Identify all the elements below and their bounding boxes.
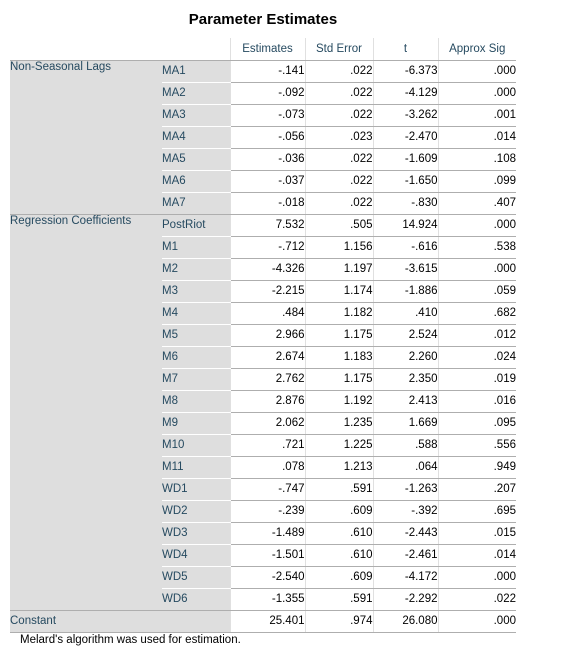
std-error-cell: .022 (305, 60, 373, 82)
std-error-cell: .609 (305, 500, 373, 522)
std-error-cell: 1.175 (305, 324, 373, 346)
t-cell: -1.609 (373, 148, 438, 170)
approx-sig-cell: .012 (438, 324, 516, 346)
header-row (10, 38, 516, 60)
estimate-cell: -1.501 (230, 544, 305, 566)
parameter-estimates-table (10, 38, 516, 633)
estimate-cell: -2.215 (230, 280, 305, 302)
t-cell: -.616 (373, 236, 438, 258)
approx-sig-cell: .014 (438, 126, 516, 148)
group-label-non-seasonal-lags: Non-Seasonal Lags (10, 60, 162, 214)
t-cell: -.392 (373, 500, 438, 522)
t-cell: -4.172 (373, 566, 438, 588)
std-error-cell: 1.156 (305, 236, 373, 258)
row-label-m2: M2 (162, 258, 230, 280)
t-cell: -3.615 (373, 258, 438, 280)
t-cell: -2.461 (373, 544, 438, 566)
row-label-m5: M5 (162, 324, 230, 346)
approx-sig-cell: .022 (438, 588, 516, 610)
approx-sig-cell: .000 (438, 214, 516, 236)
t-cell: -4.129 (373, 82, 438, 104)
approx-sig-cell: .538 (438, 236, 516, 258)
row-label-ma4: MA4 (162, 126, 230, 148)
std-error-cell: .022 (305, 148, 373, 170)
approx-sig-cell: .095 (438, 412, 516, 434)
std-error-cell: 1.182 (305, 302, 373, 324)
t-cell: -6.373 (373, 60, 438, 82)
estimate-cell: 2.062 (230, 412, 305, 434)
table-body (10, 60, 516, 632)
std-error-cell: .022 (305, 82, 373, 104)
std-error-cell: 1.225 (305, 434, 373, 456)
std-error-cell: 1.174 (305, 280, 373, 302)
estimate-cell: -4.326 (230, 258, 305, 280)
table-title: Parameter Estimates (188, 11, 338, 28)
std-error-cell: .022 (305, 192, 373, 214)
approx-sig-cell: .001 (438, 104, 516, 126)
approx-sig-cell: .059 (438, 280, 516, 302)
std-error-cell: 1.183 (305, 346, 373, 368)
approx-sig-cell: .019 (438, 368, 516, 390)
estimate-cell: .484 (230, 302, 305, 324)
t-cell: 1.669 (373, 412, 438, 434)
row-label-postriot: PostRiot (162, 214, 230, 236)
row-label-m11: M11 (162, 456, 230, 478)
t-cell: -2.443 (373, 522, 438, 544)
header-corner (10, 38, 230, 60)
column-header-approx-sig: Approx Sig (438, 38, 516, 60)
row-label-wd5: WD5 (162, 566, 230, 588)
approx-sig-cell: .024 (438, 346, 516, 368)
t-cell: 26.080 (373, 610, 438, 632)
estimate-cell: -1.355 (230, 588, 305, 610)
estimate-cell: -.018 (230, 192, 305, 214)
approx-sig-cell: .000 (438, 82, 516, 104)
t-cell: .588 (373, 434, 438, 456)
row-label-ma2: MA2 (162, 82, 230, 104)
std-error-cell: 1.235 (305, 412, 373, 434)
column-header-t: t (373, 38, 438, 60)
t-cell: -1.886 (373, 280, 438, 302)
estimate-cell: 2.674 (230, 346, 305, 368)
row-label-ma6: MA6 (162, 170, 230, 192)
table-row (10, 60, 516, 82)
std-error-cell: .591 (305, 478, 373, 500)
approx-sig-cell: .016 (438, 390, 516, 412)
estimate-cell: -.092 (230, 82, 305, 104)
std-error-cell: .022 (305, 170, 373, 192)
row-label-m1: M1 (162, 236, 230, 258)
estimate-cell: -.036 (230, 148, 305, 170)
row-label-m9: M9 (162, 412, 230, 434)
estimate-cell: -.141 (230, 60, 305, 82)
row-label-ma3: MA3 (162, 104, 230, 126)
approx-sig-cell: .000 (438, 258, 516, 280)
approx-sig-cell: .556 (438, 434, 516, 456)
std-error-cell: .974 (305, 610, 373, 632)
row-label-m6: M6 (162, 346, 230, 368)
approx-sig-cell: .407 (438, 192, 516, 214)
row-label-wd1: WD1 (162, 478, 230, 500)
row-label-wd3: WD3 (162, 522, 230, 544)
t-cell: -1.650 (373, 170, 438, 192)
constant-row (10, 610, 516, 632)
estimate-cell: 2.966 (230, 324, 305, 346)
row-label-m10: M10 (162, 434, 230, 456)
approx-sig-cell: .015 (438, 522, 516, 544)
estimate-cell: -.747 (230, 478, 305, 500)
estimate-cell: 25.401 (230, 610, 305, 632)
t-cell: 2.350 (373, 368, 438, 390)
row-label-ma5: MA5 (162, 148, 230, 170)
std-error-cell: .609 (305, 566, 373, 588)
column-header-std-error: Std Error (305, 38, 373, 60)
t-cell: 2.524 (373, 324, 438, 346)
std-error-cell: .023 (305, 126, 373, 148)
estimate-cell: .078 (230, 456, 305, 478)
t-cell: -2.292 (373, 588, 438, 610)
estimate-cell: -2.540 (230, 566, 305, 588)
approx-sig-cell: .000 (438, 610, 516, 632)
t-cell: -2.470 (373, 126, 438, 148)
footnote: Melard's algorithm was used for estimation. (20, 634, 241, 646)
row-label-wd4: WD4 (162, 544, 230, 566)
estimate-cell: 7.532 (230, 214, 305, 236)
estimate-cell: -.239 (230, 500, 305, 522)
estimate-cell: -.712 (230, 236, 305, 258)
row-label-m4: M4 (162, 302, 230, 324)
std-error-cell: .022 (305, 104, 373, 126)
approx-sig-cell: .000 (438, 60, 516, 82)
estimate-cell: -.037 (230, 170, 305, 192)
row-label-ma7: MA7 (162, 192, 230, 214)
t-cell: 2.413 (373, 390, 438, 412)
estimate-cell: 2.762 (230, 368, 305, 390)
estimate-cell: -.056 (230, 126, 305, 148)
table-row (10, 214, 516, 236)
t-cell: -.830 (373, 192, 438, 214)
row-label-ma1: MA1 (162, 60, 230, 82)
estimate-cell: 2.876 (230, 390, 305, 412)
row-label-constant: Constant (10, 610, 230, 632)
t-cell: .064 (373, 456, 438, 478)
approx-sig-cell: .108 (438, 148, 516, 170)
estimate-cell: .721 (230, 434, 305, 456)
std-error-cell: .591 (305, 588, 373, 610)
approx-sig-cell: .682 (438, 302, 516, 324)
std-error-cell: 1.192 (305, 390, 373, 412)
std-error-cell: 1.197 (305, 258, 373, 280)
std-error-cell: .505 (305, 214, 373, 236)
t-cell: .410 (373, 302, 438, 324)
t-cell: -1.263 (373, 478, 438, 500)
estimate-cell: -.073 (230, 104, 305, 126)
approx-sig-cell: .207 (438, 478, 516, 500)
t-cell: -3.262 (373, 104, 438, 126)
approx-sig-cell: .099 (438, 170, 516, 192)
t-cell: 2.260 (373, 346, 438, 368)
approx-sig-cell: .695 (438, 500, 516, 522)
column-header-estimates: Estimates (230, 38, 305, 60)
t-cell: 14.924 (373, 214, 438, 236)
approx-sig-cell: .000 (438, 566, 516, 588)
row-label-m7: M7 (162, 368, 230, 390)
row-label-wd2: WD2 (162, 500, 230, 522)
row-label-wd6: WD6 (162, 588, 230, 610)
std-error-cell: .610 (305, 544, 373, 566)
approx-sig-cell: .949 (438, 456, 516, 478)
group-label-regression-coefficients: Regression Coefficients (10, 214, 162, 610)
std-error-cell: 1.213 (305, 456, 373, 478)
approx-sig-cell: .014 (438, 544, 516, 566)
std-error-cell: .610 (305, 522, 373, 544)
std-error-cell: 1.175 (305, 368, 373, 390)
row-label-m3: M3 (162, 280, 230, 302)
row-label-m8: M8 (162, 390, 230, 412)
estimate-cell: -1.489 (230, 522, 305, 544)
